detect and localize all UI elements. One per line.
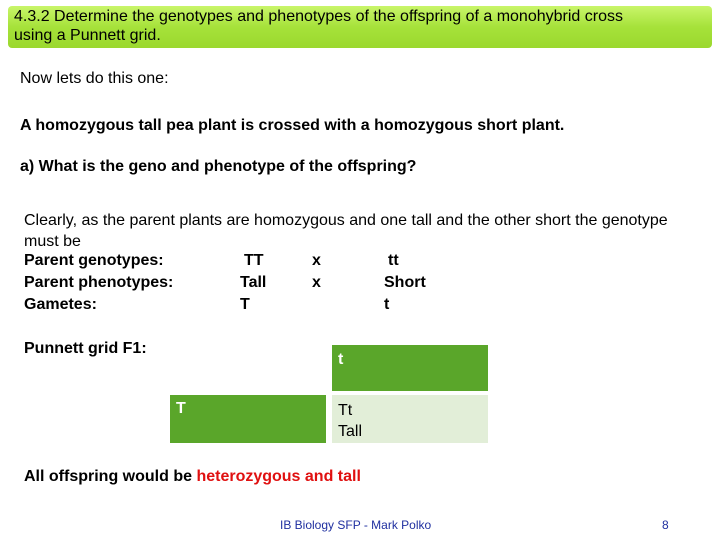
slide-title: [14, 7, 714, 45]
intro-text: Now lets do this one:: [20, 70, 169, 87]
row-value-b: tt: [388, 252, 399, 269]
punnett-row-header: T: [170, 395, 326, 443]
punnett-result-cell: [332, 395, 488, 443]
result-phenotype: Tall: [338, 423, 363, 440]
footer-credit: IB Biology SFP - Mark Polko: [280, 518, 432, 532]
row-value-a: T: [240, 296, 250, 313]
row-label: Parent phenotypes:: [24, 274, 174, 291]
page-number: 8: [662, 518, 669, 532]
conclusion-highlight: heterozygous and tall: [196, 468, 361, 485]
question-a: a) What is the geno and phenotype of the offspring?: [20, 158, 417, 175]
slide-title-line-2: using a Punnett grid.: [14, 27, 161, 44]
conclusion-text: [24, 468, 361, 486]
row-cross: x: [312, 252, 321, 269]
slide-title-line-1: 4.3.2 Determine the genotypes and phenotypes of the offspring of a monohybrid cross: [14, 8, 623, 25]
punnett-column-header: t: [332, 345, 488, 391]
row-label: Gametes:: [24, 296, 97, 313]
punnett-grid-label: Punnett grid F1:: [24, 340, 147, 357]
row-cross: x: [312, 274, 321, 291]
row-value-b: t: [384, 296, 390, 313]
result-genotype: Tt: [338, 402, 353, 419]
conclusion-prefix: All offspring would be: [24, 468, 197, 485]
row-value-b: Short: [384, 274, 426, 291]
row-value-a: Tall: [240, 274, 267, 291]
row-value-a: TT: [244, 252, 264, 269]
row-label: Parent genotypes:: [24, 252, 164, 269]
explanation-paragraph: Clearly, as the parent plants are homozygous and one tall and the other short the genotype must be: [24, 212, 668, 250]
problem-statement: A homozygous tall pea plant is crossed with a homozygous short plant.: [20, 117, 565, 134]
